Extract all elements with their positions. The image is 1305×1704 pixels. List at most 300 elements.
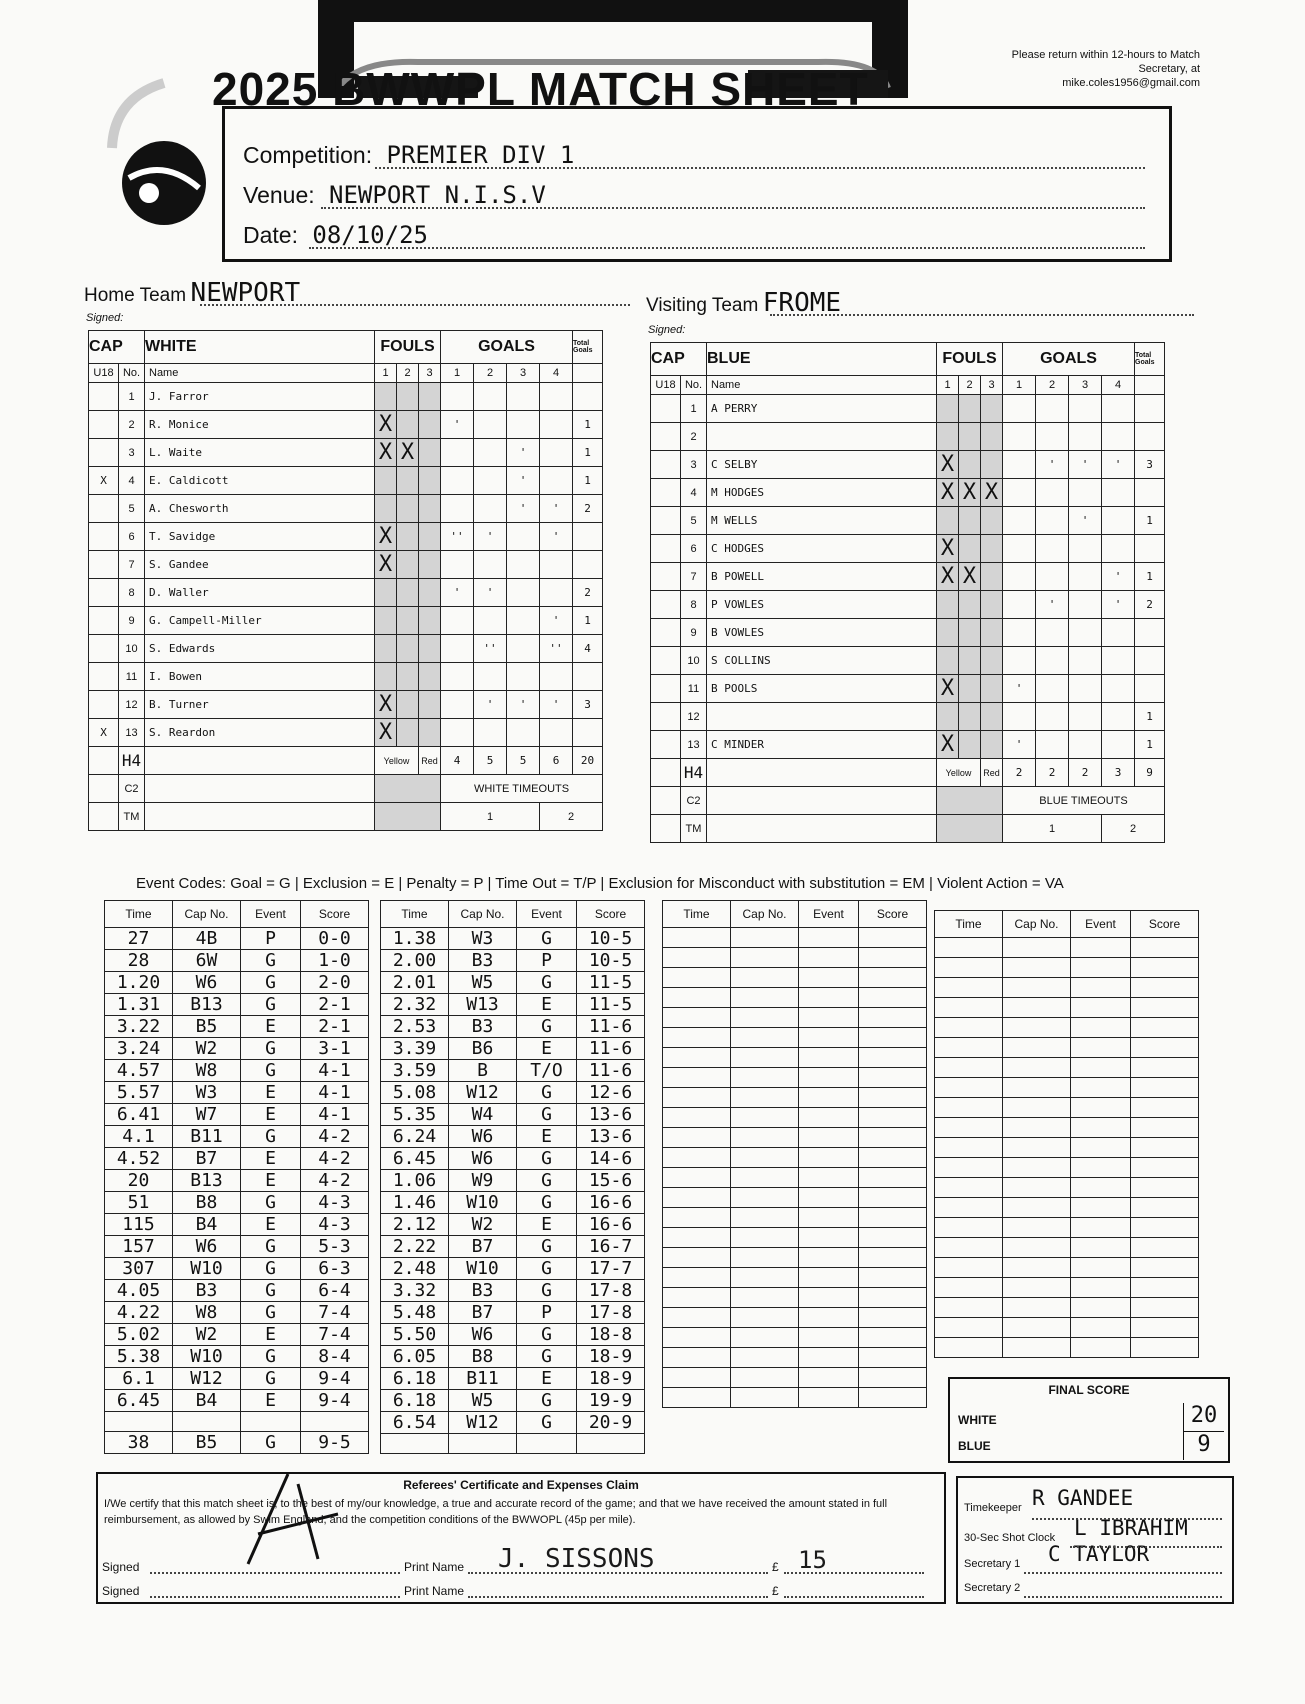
event-code[interactable]: E <box>241 1016 301 1038</box>
event-cap[interactable]: B3 <box>449 1016 517 1038</box>
event-code[interactable] <box>799 1128 859 1148</box>
player-goals-period-3[interactable] <box>1069 395 1102 423</box>
player-foul-2[interactable] <box>959 395 981 423</box>
player-goals-period-2[interactable] <box>1036 619 1069 647</box>
event-score[interactable] <box>577 1434 645 1454</box>
event-score[interactable]: 11-5 <box>577 972 645 994</box>
player-goals-period-4[interactable] <box>540 439 573 467</box>
player-total-goals[interactable] <box>573 719 603 747</box>
event-code[interactable] <box>799 1308 859 1328</box>
player-name[interactable]: B POWELL <box>707 563 937 591</box>
player-goals-period-3[interactable] <box>507 635 540 663</box>
player-name[interactable]: P VOWLES <box>707 591 937 619</box>
event-cap[interactable] <box>731 1248 799 1268</box>
event-cap[interactable] <box>731 1068 799 1088</box>
event-score[interactable] <box>1131 958 1199 978</box>
player-foul-2[interactable] <box>397 691 419 719</box>
event-code[interactable]: G <box>241 1346 301 1368</box>
player-name[interactable]: S. Reardon <box>145 719 375 747</box>
event-code[interactable] <box>799 1328 859 1348</box>
player-goals-period-3[interactable]: ' <box>1069 507 1102 535</box>
event-cap[interactable] <box>1003 1098 1071 1118</box>
event-time[interactable]: 3.39 <box>381 1038 449 1060</box>
event-cap[interactable] <box>731 1288 799 1308</box>
event-cap[interactable] <box>1003 978 1071 998</box>
player-goals-period-2[interactable] <box>1036 563 1069 591</box>
event-code[interactable]: G <box>517 972 577 994</box>
away-timeout-2[interactable]: 2 <box>1102 815 1165 843</box>
event-time[interactable] <box>663 1188 731 1208</box>
event-code[interactable] <box>799 1108 859 1128</box>
home-timeout-2[interactable]: 2 <box>540 803 603 831</box>
player-foul-3[interactable] <box>981 703 1003 731</box>
player-goals-period-2[interactable] <box>1036 423 1069 451</box>
player-name[interactable]: R. Monice <box>145 411 375 439</box>
player-goals-period-2[interactable] <box>474 411 507 439</box>
event-time[interactable]: 2.53 <box>381 1016 449 1038</box>
event-score[interactable]: 13-6 <box>577 1126 645 1148</box>
event-code[interactable] <box>799 1148 859 1168</box>
event-code[interactable] <box>799 968 859 988</box>
event-time[interactable] <box>935 1318 1003 1338</box>
event-cap[interactable] <box>731 988 799 1008</box>
player-foul-3[interactable] <box>419 523 441 551</box>
player-goals-period-1[interactable] <box>441 383 474 411</box>
event-code[interactable] <box>1071 1178 1131 1198</box>
event-code[interactable]: G <box>517 1082 577 1104</box>
player-goals-period-2[interactable] <box>1036 675 1069 703</box>
event-cap[interactable]: B4 <box>173 1214 241 1236</box>
event-cap[interactable]: B5 <box>173 1432 241 1454</box>
player-foul-3[interactable] <box>981 535 1003 563</box>
event-time[interactable] <box>663 988 731 1008</box>
player-name[interactable]: M WELLS <box>707 507 937 535</box>
event-score[interactable] <box>859 1028 927 1048</box>
player-goals-period-1[interactable] <box>441 607 474 635</box>
event-code[interactable] <box>799 948 859 968</box>
player-goals-period-2[interactable]: ' <box>474 691 507 719</box>
ref1-print-name[interactable]: J. SISSONS <box>498 1544 655 1574</box>
event-cap[interactable]: B13 <box>173 994 241 1016</box>
player-goals-period-4[interactable] <box>1102 675 1135 703</box>
player-goals-period-3[interactable] <box>507 719 540 747</box>
player-u18[interactable] <box>651 703 681 731</box>
event-cap[interactable] <box>731 1308 799 1328</box>
event-score[interactable]: 16-6 <box>577 1192 645 1214</box>
event-time[interactable] <box>935 1038 1003 1058</box>
player-total-goals[interactable] <box>573 551 603 579</box>
event-cap[interactable]: W5 <box>449 1390 517 1412</box>
event-code[interactable]: G <box>517 1148 577 1170</box>
player-goals-period-2[interactable] <box>474 607 507 635</box>
player-foul-1[interactable]: X <box>937 479 959 507</box>
player-foul-3[interactable] <box>419 635 441 663</box>
player-total-goals[interactable] <box>1135 619 1165 647</box>
event-score[interactable] <box>1131 1158 1199 1178</box>
event-score[interactable] <box>859 948 927 968</box>
event-score[interactable]: 4-1 <box>301 1082 369 1104</box>
event-time[interactable]: 4.1 <box>105 1126 173 1148</box>
event-cap[interactable] <box>1003 1218 1071 1238</box>
event-code[interactable] <box>799 1008 859 1028</box>
player-goals-period-4[interactable] <box>1102 479 1135 507</box>
event-code[interactable] <box>1071 1198 1131 1218</box>
player-goals-period-4[interactable] <box>540 719 573 747</box>
event-cap[interactable] <box>1003 1258 1071 1278</box>
event-cap[interactable]: B7 <box>173 1148 241 1170</box>
event-cap[interactable]: B5 <box>173 1016 241 1038</box>
event-code[interactable] <box>1071 1118 1131 1138</box>
event-code[interactable]: E <box>241 1170 301 1192</box>
venue-value[interactable]: NEWPORT N.I.S.V <box>329 181 546 209</box>
event-time[interactable]: 307 <box>105 1258 173 1280</box>
player-name[interactable]: B. Turner <box>145 691 375 719</box>
competition-value[interactable]: PREMIER DIV 1 <box>386 141 575 169</box>
player-u18[interactable]: X <box>89 467 119 495</box>
event-cap[interactable] <box>731 1128 799 1148</box>
player-goals-period-3[interactable] <box>1069 647 1102 675</box>
event-cap[interactable] <box>1003 1338 1071 1358</box>
event-time[interactable]: 1.20 <box>105 972 173 994</box>
player-goals-period-1[interactable] <box>441 635 474 663</box>
player-u18[interactable] <box>651 563 681 591</box>
player-name[interactable]: A. Chesworth <box>145 495 375 523</box>
event-score[interactable]: 18-8 <box>577 1324 645 1346</box>
event-time[interactable] <box>935 1278 1003 1298</box>
player-goals-period-2[interactable] <box>474 383 507 411</box>
player-goals-period-4[interactable] <box>540 551 573 579</box>
player-u18[interactable] <box>89 439 119 467</box>
player-foul-2[interactable] <box>397 467 419 495</box>
event-time[interactable] <box>105 1412 173 1432</box>
player-goals-period-1[interactable] <box>441 663 474 691</box>
player-foul-2[interactable] <box>959 619 981 647</box>
event-cap[interactable] <box>731 1168 799 1188</box>
event-code[interactable] <box>1071 1098 1131 1118</box>
event-code[interactable]: G <box>241 972 301 994</box>
player-goals-period-4[interactable] <box>1102 731 1135 759</box>
player-total-goals[interactable]: 2 <box>573 495 603 523</box>
event-score[interactable]: 11-5 <box>577 994 645 1016</box>
event-score[interactable]: 2-1 <box>301 1016 369 1038</box>
player-goals-period-4[interactable]: ' <box>540 607 573 635</box>
ref1-amount[interactable]: 15 <box>798 1546 827 1574</box>
event-score[interactable]: 8-4 <box>301 1346 369 1368</box>
event-score[interactable]: 4-1 <box>301 1060 369 1082</box>
event-time[interactable] <box>663 1048 731 1068</box>
player-foul-3[interactable] <box>419 719 441 747</box>
player-goals-period-2[interactable] <box>474 719 507 747</box>
event-time[interactable] <box>663 1068 731 1088</box>
player-name[interactable]: B VOWLES <box>707 619 937 647</box>
player-foul-2[interactable]: X <box>397 439 419 467</box>
event-score[interactable] <box>859 928 927 948</box>
event-cap[interactable]: W5 <box>449 972 517 994</box>
event-code[interactable] <box>1071 1018 1131 1038</box>
shotclock-name[interactable]: L IBRAHIM <box>1074 1516 1188 1540</box>
event-score[interactable]: 9-5 <box>301 1432 369 1454</box>
event-cap[interactable]: W6 <box>173 1236 241 1258</box>
event-score[interactable]: 15-6 <box>577 1170 645 1192</box>
event-code[interactable] <box>1071 1258 1131 1278</box>
player-goals-period-4[interactable] <box>1102 423 1135 451</box>
player-total-goals[interactable]: 1 <box>573 607 603 635</box>
event-cap[interactable]: B4 <box>173 1390 241 1412</box>
player-foul-2[interactable] <box>397 383 419 411</box>
player-total-goals[interactable]: 1 <box>1135 507 1165 535</box>
event-score[interactable] <box>859 1268 927 1288</box>
player-goals-period-1[interactable] <box>1003 647 1036 675</box>
home-period-goals-4[interactable]: 6 <box>540 747 573 775</box>
player-foul-2[interactable] <box>397 579 419 607</box>
event-score[interactable] <box>1131 998 1199 1018</box>
event-cap[interactable] <box>731 1348 799 1368</box>
player-total-goals[interactable] <box>1135 395 1165 423</box>
event-time[interactable]: 38 <box>105 1432 173 1454</box>
player-name[interactable]: L. Waite <box>145 439 375 467</box>
player-goals-period-1[interactable] <box>1003 451 1036 479</box>
event-code[interactable] <box>799 928 859 948</box>
event-cap[interactable]: B8 <box>173 1192 241 1214</box>
event-score[interactable] <box>859 1048 927 1068</box>
event-time[interactable]: 3.22 <box>105 1016 173 1038</box>
event-code[interactable]: G <box>241 1280 301 1302</box>
event-score[interactable] <box>1131 1298 1199 1318</box>
player-goals-period-4[interactable] <box>1102 535 1135 563</box>
event-score[interactable] <box>859 1188 927 1208</box>
event-time[interactable]: 51 <box>105 1192 173 1214</box>
event-cap[interactable] <box>449 1434 517 1454</box>
event-score[interactable]: 4-3 <box>301 1214 369 1236</box>
event-code[interactable] <box>799 1368 859 1388</box>
event-time[interactable]: 6.05 <box>381 1346 449 1368</box>
player-total-goals[interactable] <box>1135 675 1165 703</box>
player-name[interactable]: T. Savidge <box>145 523 375 551</box>
player-goals-period-1[interactable]: ' <box>441 579 474 607</box>
player-u18[interactable] <box>89 495 119 523</box>
event-code[interactable] <box>1071 1278 1131 1298</box>
player-foul-2[interactable] <box>959 675 981 703</box>
player-foul-1[interactable]: X <box>937 731 959 759</box>
player-goals-period-2[interactable]: ' <box>1036 591 1069 619</box>
event-score[interactable] <box>1131 1258 1199 1278</box>
player-goals-period-3[interactable] <box>1069 479 1102 507</box>
player-u18[interactable] <box>651 423 681 451</box>
player-u18[interactable] <box>89 607 119 635</box>
event-time[interactable]: 6.45 <box>105 1390 173 1412</box>
event-time[interactable]: 6.54 <box>381 1412 449 1434</box>
event-time[interactable] <box>663 1088 731 1108</box>
event-cap[interactable]: W4 <box>449 1104 517 1126</box>
event-code[interactable] <box>1071 1318 1131 1338</box>
event-code[interactable]: G <box>517 1390 577 1412</box>
event-code[interactable] <box>799 1268 859 1288</box>
player-goals-period-1[interactable] <box>1003 619 1036 647</box>
player-foul-1[interactable] <box>375 495 397 523</box>
player-u18[interactable] <box>89 579 119 607</box>
player-goals-period-4[interactable] <box>1102 395 1135 423</box>
player-goals-period-2[interactable]: ' <box>1036 451 1069 479</box>
event-cap[interactable] <box>731 1088 799 1108</box>
event-code[interactable] <box>799 1388 859 1408</box>
event-code[interactable]: T/O <box>517 1060 577 1082</box>
event-score[interactable] <box>859 968 927 988</box>
event-time[interactable]: 2.12 <box>381 1214 449 1236</box>
event-time[interactable]: 4.05 <box>105 1280 173 1302</box>
event-score[interactable]: 6-3 <box>301 1258 369 1280</box>
player-foul-3[interactable] <box>981 675 1003 703</box>
player-foul-2[interactable] <box>397 663 419 691</box>
event-time[interactable] <box>663 968 731 988</box>
player-goals-period-3[interactable] <box>1069 675 1102 703</box>
event-score[interactable]: 17-8 <box>577 1280 645 1302</box>
player-foul-1[interactable] <box>937 591 959 619</box>
event-time[interactable] <box>935 978 1003 998</box>
player-name[interactable]: S COLLINS <box>707 647 937 675</box>
event-cap[interactable]: W6 <box>449 1324 517 1346</box>
player-goals-period-3[interactable] <box>507 579 540 607</box>
event-score[interactable]: 13-6 <box>577 1104 645 1126</box>
event-code[interactable]: G <box>241 1258 301 1280</box>
player-u18[interactable] <box>89 383 119 411</box>
player-total-goals[interactable]: 3 <box>573 691 603 719</box>
player-foul-1[interactable] <box>937 507 959 535</box>
event-code[interactable] <box>1071 1038 1131 1058</box>
player-foul-3[interactable] <box>981 563 1003 591</box>
event-score[interactable]: 17-8 <box>577 1302 645 1324</box>
event-code[interactable]: G <box>517 1236 577 1258</box>
player-foul-1[interactable]: X <box>937 451 959 479</box>
event-cap[interactable] <box>731 1148 799 1168</box>
event-time[interactable] <box>935 1098 1003 1118</box>
home-team-name[interactable]: NEWPORT <box>190 278 301 308</box>
event-cap[interactable]: B6 <box>449 1038 517 1060</box>
event-cap[interactable]: B3 <box>449 950 517 972</box>
player-foul-2[interactable] <box>397 551 419 579</box>
event-cap[interactable] <box>1003 1158 1071 1178</box>
player-foul-3[interactable] <box>981 395 1003 423</box>
player-goals-period-1[interactable]: ' <box>1003 675 1036 703</box>
event-cap[interactable]: 4B <box>173 928 241 950</box>
event-time[interactable] <box>663 1288 731 1308</box>
home-timeout-1[interactable]: 1 <box>441 803 540 831</box>
event-time[interactable]: 28 <box>105 950 173 972</box>
event-cap[interactable]: W13 <box>449 994 517 1016</box>
event-score[interactable] <box>1131 1338 1199 1358</box>
event-score[interactable]: 2-1 <box>301 994 369 1016</box>
event-cap[interactable] <box>731 1008 799 1028</box>
player-total-goals[interactable] <box>573 663 603 691</box>
event-cap[interactable] <box>731 1108 799 1128</box>
event-cap[interactable]: W12 <box>449 1412 517 1434</box>
event-cap[interactable]: W3 <box>173 1082 241 1104</box>
player-goals-period-4[interactable] <box>1102 507 1135 535</box>
player-goals-period-3[interactable] <box>1069 563 1102 591</box>
event-code[interactable]: G <box>517 1412 577 1434</box>
event-score[interactable] <box>859 1288 927 1308</box>
player-foul-1[interactable]: X <box>375 523 397 551</box>
event-score[interactable]: 18-9 <box>577 1346 645 1368</box>
event-time[interactable]: 1.31 <box>105 994 173 1016</box>
event-score[interactable]: 6-4 <box>301 1280 369 1302</box>
event-cap[interactable]: B7 <box>449 1302 517 1324</box>
event-cap[interactable] <box>1003 1078 1071 1098</box>
player-foul-2[interactable] <box>397 495 419 523</box>
event-time[interactable]: 5.38 <box>105 1346 173 1368</box>
event-code[interactable] <box>799 1188 859 1208</box>
event-cap[interactable]: B8 <box>449 1346 517 1368</box>
event-code[interactable] <box>1071 1338 1131 1358</box>
event-score[interactable]: 11-6 <box>577 1060 645 1082</box>
event-time[interactable] <box>663 928 731 948</box>
player-goals-period-2[interactable] <box>1036 395 1069 423</box>
event-score[interactable]: 7-4 <box>301 1302 369 1324</box>
player-foul-1[interactable]: X <box>375 719 397 747</box>
player-name[interactable]: S. Gandee <box>145 551 375 579</box>
player-total-goals[interactable]: 1 <box>1135 731 1165 759</box>
event-code[interactable] <box>1071 1138 1131 1158</box>
event-score[interactable] <box>1131 978 1199 998</box>
event-code[interactable]: E <box>241 1324 301 1346</box>
away-timeout-1[interactable]: 1 <box>1003 815 1102 843</box>
player-goals-period-2[interactable] <box>1036 535 1069 563</box>
event-score[interactable]: 3-1 <box>301 1038 369 1060</box>
event-time[interactable]: 5.57 <box>105 1082 173 1104</box>
event-time[interactable]: 157 <box>105 1236 173 1258</box>
event-cap[interactable]: W6 <box>173 972 241 994</box>
event-score[interactable]: 4-2 <box>301 1148 369 1170</box>
player-foul-2[interactable] <box>397 719 419 747</box>
event-time[interactable] <box>935 1118 1003 1138</box>
event-time[interactable]: 3.32 <box>381 1280 449 1302</box>
secretary1-name[interactable]: C TAYLOR <box>1048 1542 1150 1566</box>
player-foul-3[interactable] <box>419 691 441 719</box>
event-time[interactable]: 27 <box>105 928 173 950</box>
player-foul-1[interactable]: X <box>937 675 959 703</box>
player-name[interactable] <box>707 423 937 451</box>
player-foul-2[interactable] <box>959 703 981 731</box>
event-cap[interactable] <box>731 1328 799 1348</box>
player-u18[interactable] <box>651 479 681 507</box>
player-foul-3[interactable] <box>419 579 441 607</box>
event-score[interactable]: 12-6 <box>577 1082 645 1104</box>
away-period-goals-3[interactable]: 2 <box>1069 759 1102 787</box>
event-code[interactable] <box>799 1048 859 1068</box>
event-code[interactable] <box>799 1228 859 1248</box>
player-goals-period-3[interactable] <box>507 523 540 551</box>
event-code[interactable]: G <box>241 1368 301 1390</box>
event-score[interactable]: 4-2 <box>301 1126 369 1148</box>
player-goals-period-3[interactable] <box>507 663 540 691</box>
event-code[interactable]: G <box>517 1016 577 1038</box>
event-cap[interactable]: B <box>449 1060 517 1082</box>
event-cap[interactable] <box>731 1048 799 1068</box>
player-name[interactable]: C HODGES <box>707 535 937 563</box>
event-cap[interactable] <box>731 1228 799 1248</box>
player-total-goals[interactable]: 2 <box>573 579 603 607</box>
player-goals-period-1[interactable] <box>1003 507 1036 535</box>
player-u18[interactable] <box>89 551 119 579</box>
event-time[interactable]: 6.1 <box>105 1368 173 1390</box>
player-goals-period-4[interactable]: ' <box>540 691 573 719</box>
player-goals-period-3[interactable] <box>1069 703 1102 731</box>
event-code[interactable] <box>1071 938 1131 958</box>
event-time[interactable]: 2.22 <box>381 1236 449 1258</box>
event-time[interactable] <box>935 1018 1003 1038</box>
away-period-goals-2[interactable]: 2 <box>1036 759 1069 787</box>
event-score[interactable] <box>859 1208 927 1228</box>
event-code[interactable] <box>799 1168 859 1188</box>
